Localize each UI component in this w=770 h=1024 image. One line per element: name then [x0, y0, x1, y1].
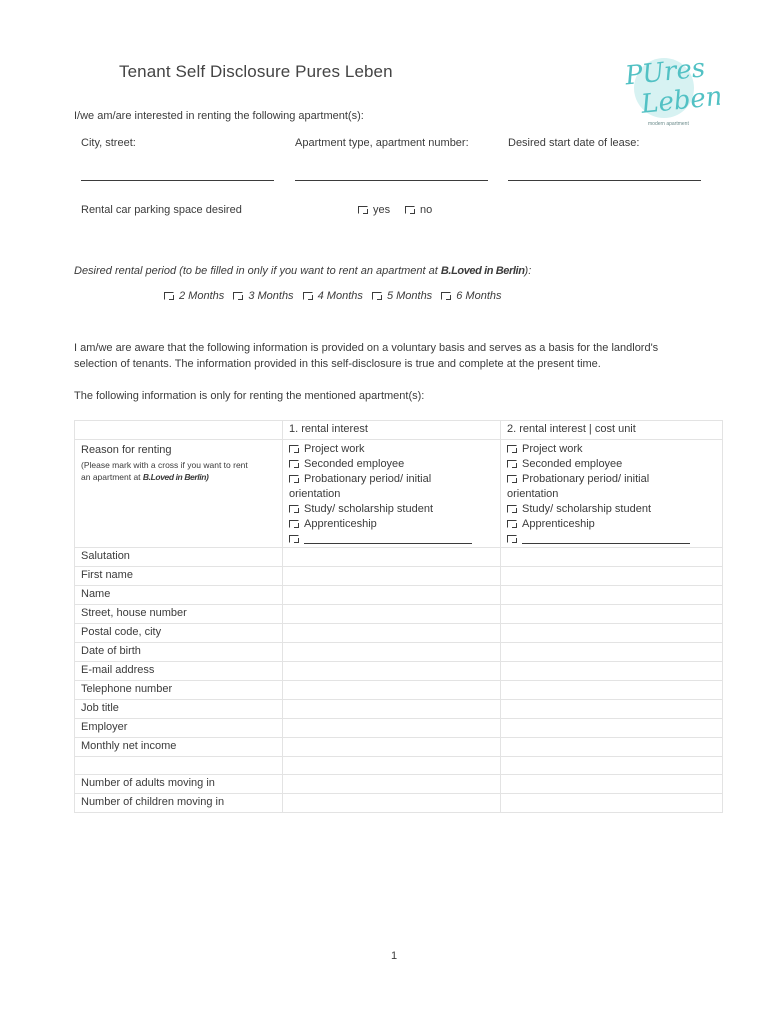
- col1-input-cell[interactable]: [283, 662, 501, 681]
- col2-input-cell[interactable]: [501, 719, 723, 738]
- checkbox-icon[interactable]: [358, 206, 368, 214]
- col1-input-cell[interactable]: [283, 624, 501, 643]
- checkbox-icon[interactable]: [289, 535, 299, 543]
- table-row: [75, 586, 723, 605]
- table-row: [75, 794, 723, 813]
- checkbox-icon[interactable]: [289, 520, 299, 528]
- table-row: [75, 700, 723, 719]
- page-number: 1: [391, 950, 398, 962]
- reason-option[interactable]: Apprenticeship: [507, 517, 716, 532]
- disclaimer-line-1: I am/we are aware that the following information is provided on a voluntary basis and serves as a basis for the landlord's: [74, 342, 659, 354]
- reason-option-other[interactable]: [289, 532, 494, 547]
- row-label: Telephone number: [75, 681, 283, 700]
- checkbox-icon[interactable]: [289, 475, 299, 483]
- checkbox-icon[interactable]: [507, 475, 517, 483]
- col2-input-cell[interactable]: [501, 738, 723, 757]
- info-rows: [75, 548, 723, 757]
- other-reason-field[interactable]: [522, 534, 690, 544]
- reason-option-other[interactable]: [507, 532, 716, 547]
- checkbox-icon[interactable]: [289, 460, 299, 468]
- checkbox-icon[interactable]: [233, 292, 243, 300]
- rental-period-options: [164, 290, 508, 302]
- checkbox-icon[interactable]: [164, 292, 174, 300]
- period-option-3[interactable]: 3 Months: [233, 290, 293, 302]
- reason-label-cell: [75, 440, 283, 548]
- period-option-5[interactable]: 5 Months: [372, 290, 432, 302]
- table-header-row: [75, 421, 723, 440]
- table-row: [75, 567, 723, 586]
- row-label: Number of adults moving in: [75, 775, 283, 794]
- tenant-info-table: [74, 420, 723, 813]
- col1-input-cell[interactable]: [283, 567, 501, 586]
- col1-header: 1. rental interest: [283, 421, 501, 440]
- col1-input-cell[interactable]: [283, 738, 501, 757]
- checkbox-icon[interactable]: [507, 535, 517, 543]
- row-label: Employer: [75, 719, 283, 738]
- row-label: Number of children moving in: [75, 794, 283, 813]
- col2-input-cell[interactable]: [501, 643, 723, 662]
- col1-input-cell[interactable]: [283, 548, 501, 567]
- other-reason-field[interactable]: [304, 534, 472, 544]
- intro-text: I/we am/are interested in renting the following apartment(s):: [74, 110, 364, 122]
- pures-leben-logo: [620, 54, 720, 130]
- table-row: [75, 719, 723, 738]
- logo-tagline: modern apartment: [648, 121, 689, 127]
- parking-no-option[interactable]: [405, 204, 432, 216]
- checkbox-icon[interactable]: [507, 460, 517, 468]
- table-row: [75, 643, 723, 662]
- col2-header: 2. rental interest | cost unit: [501, 421, 723, 440]
- row-label: E-mail address: [75, 662, 283, 681]
- city-street-label: City, street:: [81, 137, 136, 149]
- checkbox-icon[interactable]: [372, 292, 382, 300]
- col2-input-cell[interactable]: [501, 700, 723, 719]
- col2-input-cell[interactable]: [501, 681, 723, 700]
- spacer-row: [75, 757, 723, 775]
- period-option-6[interactable]: 6 Months: [441, 290, 501, 302]
- row-label: First name: [75, 567, 283, 586]
- col2-input-cell[interactable]: [501, 605, 723, 624]
- table-row: [75, 681, 723, 700]
- reason-option[interactable]: Seconded employee: [507, 457, 716, 472]
- table-header-empty: [75, 421, 283, 440]
- reason-option[interactable]: Probationary period/ initial: [507, 472, 716, 487]
- disclaimer-line-2: selection of tenants. The information provided in this self-disclosure is true and complete at the present time.: [74, 358, 601, 370]
- reason-option[interactable]: Probationary period/ initial: [289, 472, 494, 487]
- rental-period-place: B.Loved in Berlin: [440, 265, 525, 277]
- reason-label: Reason for renting: [81, 444, 172, 456]
- col1-input-cell[interactable]: [283, 775, 501, 794]
- parking-no-label: no: [420, 204, 433, 216]
- row-label: Salutation: [75, 548, 283, 567]
- row-label: Date of birth: [75, 643, 283, 662]
- table-row: [75, 738, 723, 757]
- rental-period-suffix: ):: [524, 265, 532, 277]
- row-label: Postal code, city: [75, 624, 283, 643]
- period-option-4[interactable]: 4 Months: [303, 290, 363, 302]
- col2-input-cell[interactable]: [501, 775, 723, 794]
- parking-yes-option[interactable]: [358, 204, 390, 216]
- checkbox-icon[interactable]: [303, 292, 313, 300]
- col1-input-cell[interactable]: [283, 586, 501, 605]
- page-title: Tenant Self Disclosure Pures Leben: [119, 62, 393, 81]
- bottom-rows: [75, 775, 723, 813]
- col1-input-cell[interactable]: [283, 643, 501, 662]
- row-label: Name: [75, 586, 283, 605]
- col1-input-cell[interactable]: [283, 719, 501, 738]
- rental-period-prefix: Desired rental period (to be filled in only if you want to rent an apartment at: [74, 265, 441, 277]
- reason-option[interactable]: Study/ scholarship student: [507, 502, 716, 517]
- reason-options-col2: [501, 440, 723, 548]
- col2-input-cell[interactable]: [501, 548, 723, 567]
- row-label: Monthly net income: [75, 738, 283, 757]
- table-row: [75, 624, 723, 643]
- logo-text-1: PUres: [623, 54, 707, 92]
- start-date-label: Desired start date of lease:: [508, 137, 640, 149]
- parking-yes-label: yes: [373, 204, 391, 216]
- checkbox-icon[interactable]: [507, 505, 517, 513]
- reason-option-cont: orientation: [289, 488, 341, 500]
- table-row: [75, 548, 723, 567]
- reason-option[interactable]: Study/ scholarship student: [289, 502, 494, 517]
- apartment-type-label: Apartment type, apartment number:: [295, 137, 469, 149]
- col2-input-cell[interactable]: [501, 586, 723, 605]
- checkbox-icon[interactable]: [405, 206, 415, 214]
- period-option-2[interactable]: 2 Months: [164, 290, 224, 302]
- col2-input-cell[interactable]: [501, 567, 723, 586]
- checkbox-icon[interactable]: [441, 292, 451, 300]
- col1-input-cell[interactable]: [283, 700, 501, 719]
- col1-input-cell[interactable]: [283, 605, 501, 624]
- only-for-text: The following information is only for renting the mentioned apartment(s):: [74, 390, 425, 402]
- checkbox-icon[interactable]: [289, 505, 299, 513]
- table-row: [75, 775, 723, 794]
- row-label: Street, house number: [75, 605, 283, 624]
- reason-note: (Please mark with a cross if you want to rent an apartment at B.Loved in Berlin): [81, 460, 248, 482]
- table-row: [75, 662, 723, 681]
- col2-input-cell[interactable]: [501, 624, 723, 643]
- reason-option-cont: orientation: [507, 488, 559, 500]
- checkbox-icon[interactable]: [507, 445, 517, 453]
- parking-label: Rental car parking space desired: [81, 204, 242, 216]
- rental-period-label: [74, 265, 531, 277]
- col2-input-cell[interactable]: [501, 662, 723, 681]
- checkbox-icon[interactable]: [507, 520, 517, 528]
- reason-option[interactable]: Project work: [507, 442, 716, 457]
- col1-input-cell[interactable]: [283, 681, 501, 700]
- table-row: [75, 605, 723, 624]
- reason-option[interactable]: Seconded employee: [289, 457, 494, 472]
- col2-input-cell[interactable]: [501, 794, 723, 813]
- apartment-type-field[interactable]: [295, 180, 488, 181]
- reason-options-col1: [283, 440, 501, 548]
- start-date-field[interactable]: [508, 180, 701, 181]
- reason-row: [75, 440, 723, 548]
- row-label: Job title: [75, 700, 283, 719]
- reason-option[interactable]: Apprenticeship: [289, 517, 494, 532]
- col1-input-cell[interactable]: [283, 794, 501, 813]
- reason-option[interactable]: Project work: [289, 442, 494, 457]
- logo-text-2: Leben: [639, 81, 720, 120]
- city-street-field[interactable]: [81, 180, 274, 181]
- checkbox-icon[interactable]: [289, 445, 299, 453]
